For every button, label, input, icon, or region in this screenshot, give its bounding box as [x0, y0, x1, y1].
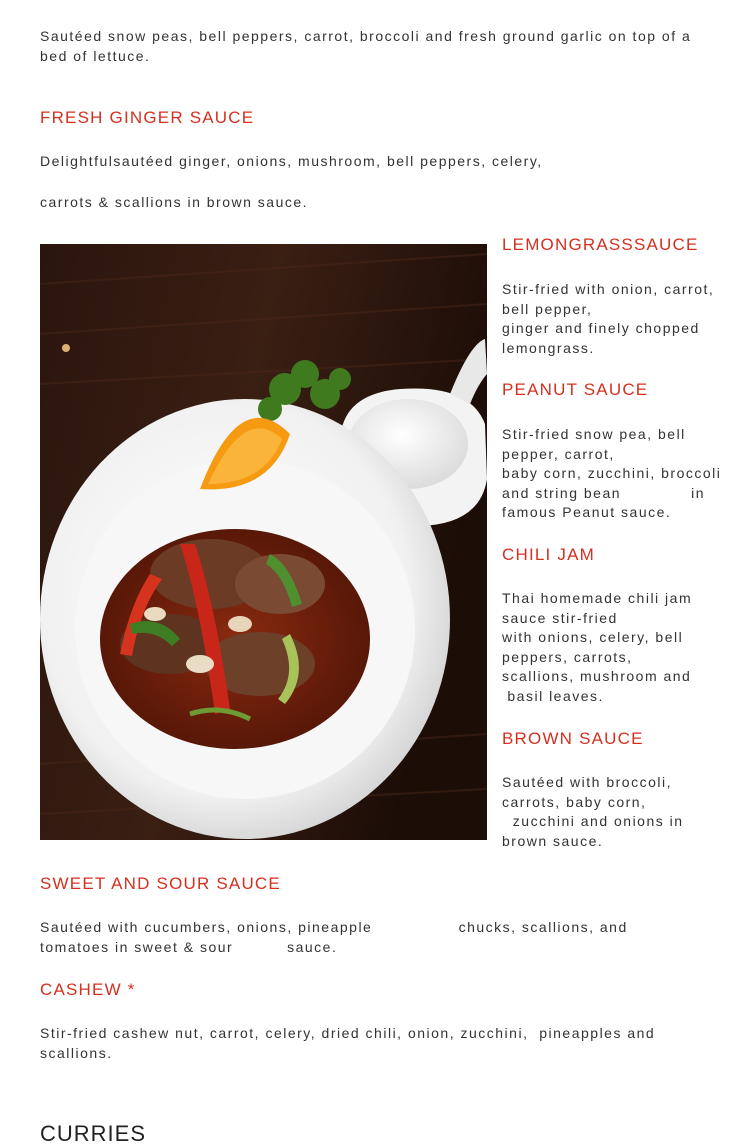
cashew-heading: CASHEW * — [40, 980, 136, 999]
lemongrass-heading: LEMONGRASSSAUCE — [502, 235, 699, 254]
peanut-description: Stir-fried snow pea, bell pepper, carrot, baby corn, zucchini, broccoli and string bean in famous Peanut sauce. — [502, 426, 722, 520]
sweet-and-sour-heading: SWEET AND SOUR SAUCE — [40, 874, 281, 893]
peanut-heading: PEANUT SAUCE — [502, 380, 649, 399]
chili-jam-heading: CHILI JAM — [502, 545, 595, 564]
cashew-description: Stir-fried cashew nut, carrot, celery, dried chili, onion, zucchini, pineapples and scallions. — [40, 1025, 656, 1061]
intro-description: Sautéed snow peas, bell peppers, carrot, broccoli and fresh ground garlic on top of a bed of lettuce. — [40, 28, 692, 64]
chili-jam-description: Thai homemade chili jam sauce stir-fried with onions, celery, bell peppers, carrots, scallions, mushroom and basil leaves. — [502, 590, 693, 704]
fresh-ginger-description-line2: carrots & scallions in brown sauce. — [40, 194, 309, 210]
brown-sauce-heading: BROWN SAUCE — [502, 729, 644, 748]
cut-off-heading-fragment — [40, 0, 180, 4]
fresh-ginger-heading: FRESH GINGER SAUCE — [40, 108, 255, 127]
sweet-and-sour-description: Sautéed with cucumbers, onions, pineapple chucks, scallions, and tomatoes in sweet & sour sauce. — [40, 919, 628, 955]
brown-sauce-description: Sautéed with broccoli, carrots, baby corn, zucchini and onions in brown sauce. — [502, 774, 684, 849]
curries-heading: CURRIES — [40, 1121, 147, 1146]
dish-photo — [40, 244, 487, 840]
lemongrass-description: Stir-fried with onion, carrot, bell pepper, ginger and finely chopped lemongrass. — [502, 281, 715, 356]
fresh-ginger-description-line1: Delightfulsautéed ginger, onions, mushroom, bell peppers, celery, — [40, 153, 543, 169]
